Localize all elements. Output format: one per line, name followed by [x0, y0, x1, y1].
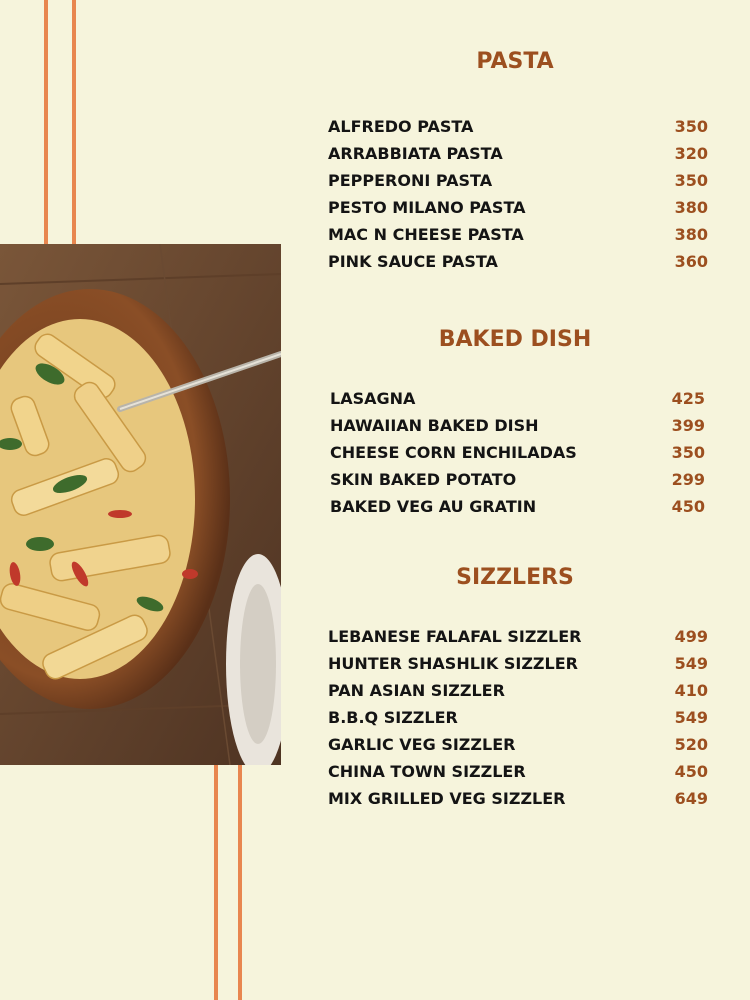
menu-item [330, 443, 705, 470]
menu-item [330, 470, 705, 497]
item-price: 350 [674, 171, 708, 190]
menu-item [328, 225, 708, 252]
menu-item [328, 171, 708, 198]
item-price: 425 [671, 389, 705, 408]
item-name: MAC N CHEESE PASTA [328, 225, 524, 244]
menu-item [328, 627, 708, 654]
item-price: 360 [674, 252, 708, 271]
menu-item [328, 654, 708, 681]
item-price: 350 [674, 117, 708, 136]
menu-item [330, 497, 705, 524]
item-name: LASAGNA [330, 389, 416, 408]
item-price: 549 [674, 654, 708, 673]
item-price: 410 [674, 681, 708, 700]
item-price: 299 [671, 470, 705, 489]
item-price: 450 [671, 497, 705, 516]
section-title-pasta: PASTA [476, 49, 554, 74]
item-name: GARLIC VEG SIZZLER [328, 735, 516, 754]
item-price: 350 [671, 443, 705, 462]
menu-item [328, 252, 708, 279]
item-name: B.B.Q SIZZLER [328, 708, 458, 727]
item-name: MIX GRILLED VEG SIZZLER [328, 789, 566, 808]
pasta-photo [0, 244, 281, 765]
item-price: 399 [671, 416, 705, 435]
decorative-line-top-right [72, 0, 76, 244]
menu-item [328, 789, 708, 816]
item-name: ARRABBIATA PASTA [328, 144, 503, 163]
item-price: 380 [674, 198, 708, 217]
decorative-line-top-left [44, 0, 48, 244]
item-name: PESTO MILANO PASTA [328, 198, 526, 217]
menu-item [328, 144, 708, 171]
item-price: 549 [674, 708, 708, 727]
menu-item [328, 681, 708, 708]
item-price: 499 [674, 627, 708, 646]
item-name: PINK SAUCE PASTA [328, 252, 498, 271]
menu-item [328, 117, 708, 144]
menu-item [328, 708, 708, 735]
menu-item [330, 416, 705, 443]
item-name: BAKED VEG AU GRATIN [330, 497, 537, 516]
menu-item [330, 389, 705, 416]
item-name: SKIN BAKED POTATO [330, 470, 517, 489]
decorative-line-bottom-left [214, 765, 218, 1000]
item-price: 450 [674, 762, 708, 781]
item-price: 320 [674, 144, 708, 163]
menu-item [328, 735, 708, 762]
item-name: HAWAIIAN BAKED DISH [330, 416, 539, 435]
item-price: 520 [674, 735, 708, 754]
item-name: ALFREDO PASTA [328, 117, 474, 136]
decorative-line-bottom-right [238, 765, 242, 1000]
item-name: CHINA TOWN SIZZLER [328, 762, 526, 781]
item-name: PEPPERONI PASTA [328, 171, 493, 190]
item-name: CHEESE CORN ENCHILADAS [330, 443, 577, 462]
item-price: 380 [674, 225, 708, 244]
section-title-sizzlers: SIZZLERS [456, 565, 574, 590]
section-title-baked-dish: BAKED DISH [438, 327, 592, 352]
item-name: PAN ASIAN SIZZLER [328, 681, 505, 700]
item-name: LEBANESE FALAFAL SIZZLER [328, 627, 582, 646]
item-name: HUNTER SHASHLIK SIZZLER [328, 654, 578, 673]
menu-item [328, 762, 708, 789]
menu-item [328, 198, 708, 225]
item-price: 649 [674, 789, 708, 808]
